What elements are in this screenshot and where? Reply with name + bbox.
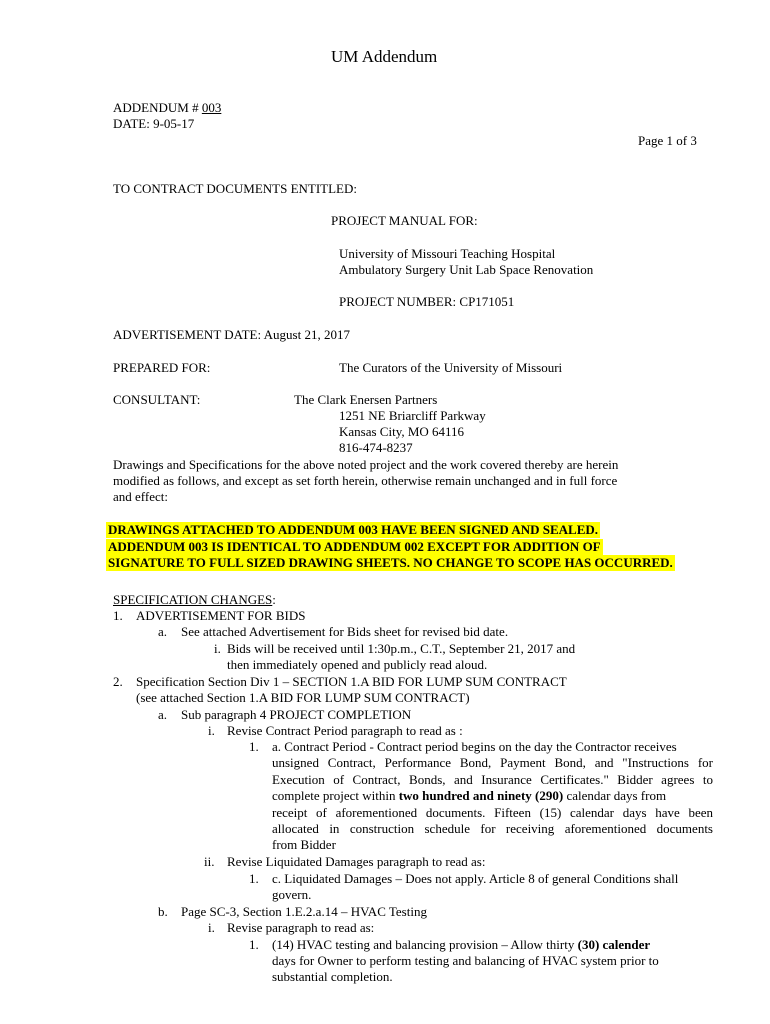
item-2-text-2: (see attached Section 1.A BID FOR LUMP SUM CONTRACT) (136, 690, 470, 705)
item-2bi1-line-1-start: (14) HVAC testing and balancing provision – Allow thirty (272, 937, 578, 952)
item-2b-text: Page SC-3, Section 1.E.2.a.14 – HVAC Testing (181, 904, 427, 919)
item-2bi1-duration-bold: (30) calender (577, 937, 651, 952)
item-2aii-number: ii. (204, 854, 215, 869)
item-2aii1-number: 1. (249, 871, 259, 886)
item-2ai1-line-5: receipt of aforementioned documents. Fifteen (15) calendar days have been (272, 805, 713, 820)
contract-docs-heading: TO CONTRACT DOCUMENTS ENTITLED: (113, 181, 357, 196)
item-2aii1-line-1: c. Liquidated Damages – Does not apply. Article 8 of general Conditions shall (272, 871, 679, 886)
project-manual-heading: PROJECT MANUAL FOR: (331, 213, 478, 228)
item-2ai1-duration-bold: two hundred and ninety (290) (398, 788, 564, 803)
item-2-number: 2. (113, 674, 123, 689)
consultant-phone: 816-474-8237 (339, 440, 413, 455)
consultant-address-2: Kansas City, MO 64116 (339, 424, 465, 439)
item-2aii-text: Revise Liquidated Damages paragraph to read as: (227, 854, 486, 869)
prepared-for-value: The Curators of the University of Missouri (339, 360, 563, 375)
item-1ai-text-1: Bids will be received until 1:30p.m., C.T., September 21, 2017 and (227, 641, 576, 656)
intro-line-1: Drawings and Specifications for the above noted project and the work covered thereby are herein (113, 457, 619, 472)
spec-changes-heading (113, 592, 276, 608)
intro-line-2: modified as follows, and except as set forth herein, otherwise remain unchanged and in full force (113, 473, 618, 488)
date-line: DATE: 9-05-17 (113, 116, 195, 131)
item-2ai1-line-1: a. Contract Period - Contract period begins on the day the Contractor receives (272, 739, 677, 754)
item-1a-text: See attached Advertisement for Bids sheet for revised bid date. (181, 624, 509, 639)
item-2a-text: Sub paragraph 4 PROJECT COMPLETION (181, 707, 412, 722)
project-name-line-1: University of Missouri Teaching Hospital (339, 246, 556, 261)
document-title: UM Addendum (331, 47, 438, 66)
item-2ai1-line-4-start: complete project within (272, 788, 399, 803)
item-2ai1-number: 1. (249, 739, 259, 754)
item-2a-number: a. (158, 707, 168, 722)
item-2bi-number: i. (208, 920, 215, 935)
item-1ai-number: i. (214, 641, 221, 656)
highlight-notice-line-1: DRAWINGS ATTACHED TO ADDENDUM 003 HAVE BEEN SIGNED AND SEALED. (108, 522, 599, 537)
item-1a-number: a. (158, 624, 168, 639)
project-number: PROJECT NUMBER: CP171051 (339, 294, 515, 309)
item-2-text-1: Specification Section Div 1 – SECTION 1.A BID FOR LUMP SUM CONTRACT (136, 674, 567, 689)
advertisement-date: ADVERTISEMENT DATE: August 21, 2017 (113, 327, 350, 342)
item-2ai-number: i. (208, 723, 215, 738)
highlight-notice-line-3: SIGNATURE TO FULL SIZED DRAWING SHEETS. NO CHANGE TO SCOPE HAS OCCURRED. (108, 555, 673, 570)
consultant-label: CONSULTANT: (113, 392, 201, 407)
item-2ai1-line-4 (272, 788, 666, 804)
item-2bi1-number: 1. (249, 937, 259, 952)
item-1-text: ADVERTISEMENT FOR BIDS (136, 608, 306, 623)
item-1ai-text-2: then immediately opened and publicly read aloud. (227, 657, 488, 672)
page-number: Page 1 of 3 (638, 133, 697, 148)
consultant-name: The Clark Enersen Partners (294, 392, 438, 407)
intro-line-3: and effect: (113, 489, 168, 504)
addendum-label: ADDENDUM # (113, 100, 202, 115)
consultant-address-1: 1251 NE Briarcliff Parkway (339, 408, 486, 423)
item-2aii1-line-2: govern. (272, 887, 312, 902)
item-2bi1-line-2: days for Owner to perform testing and balancing of HVAC system prior to (272, 953, 659, 968)
item-2ai1-line-7: from Bidder (272, 837, 336, 852)
item-2b-number: b. (158, 904, 168, 919)
spec-changes-colon: : (272, 592, 276, 607)
item-1-number: 1. (113, 608, 123, 623)
prepared-for-label: PREPARED FOR: (113, 360, 211, 375)
item-2bi1-line-3: substantial completion. (272, 969, 393, 984)
item-2ai1-line-6: allocated in construction schedule for receiving aforementioned documents (272, 821, 713, 836)
addendum-line (113, 100, 221, 116)
item-2bi-text: Revise paragraph to read as: (227, 920, 375, 935)
spec-changes-label: SPECIFICATION CHANGES (113, 592, 273, 607)
project-name-line-2: Ambulatory Surgery Unit Lab Space Renovation (339, 262, 594, 277)
addendum-number: 003 (201, 100, 222, 115)
item-2ai1-line-2: unsigned Contract, Performance Bond, Payment Bond, and "Instructions for (272, 755, 713, 770)
item-2ai1-line-3: Execution of Contract, Bonds, and Insurance Certificates." Bidder agrees to (272, 772, 713, 787)
highlight-notice-line-2: ADDENDUM 003 IS IDENTICAL TO ADDENDUM 002 EXCEPT FOR ADDITION OF (108, 539, 601, 554)
item-2ai-text: Revise Contract Period paragraph to read as : (227, 723, 463, 738)
item-2bi1-line-1 (272, 937, 650, 953)
item-2ai1-line-4-end: calendar days from (563, 788, 667, 803)
